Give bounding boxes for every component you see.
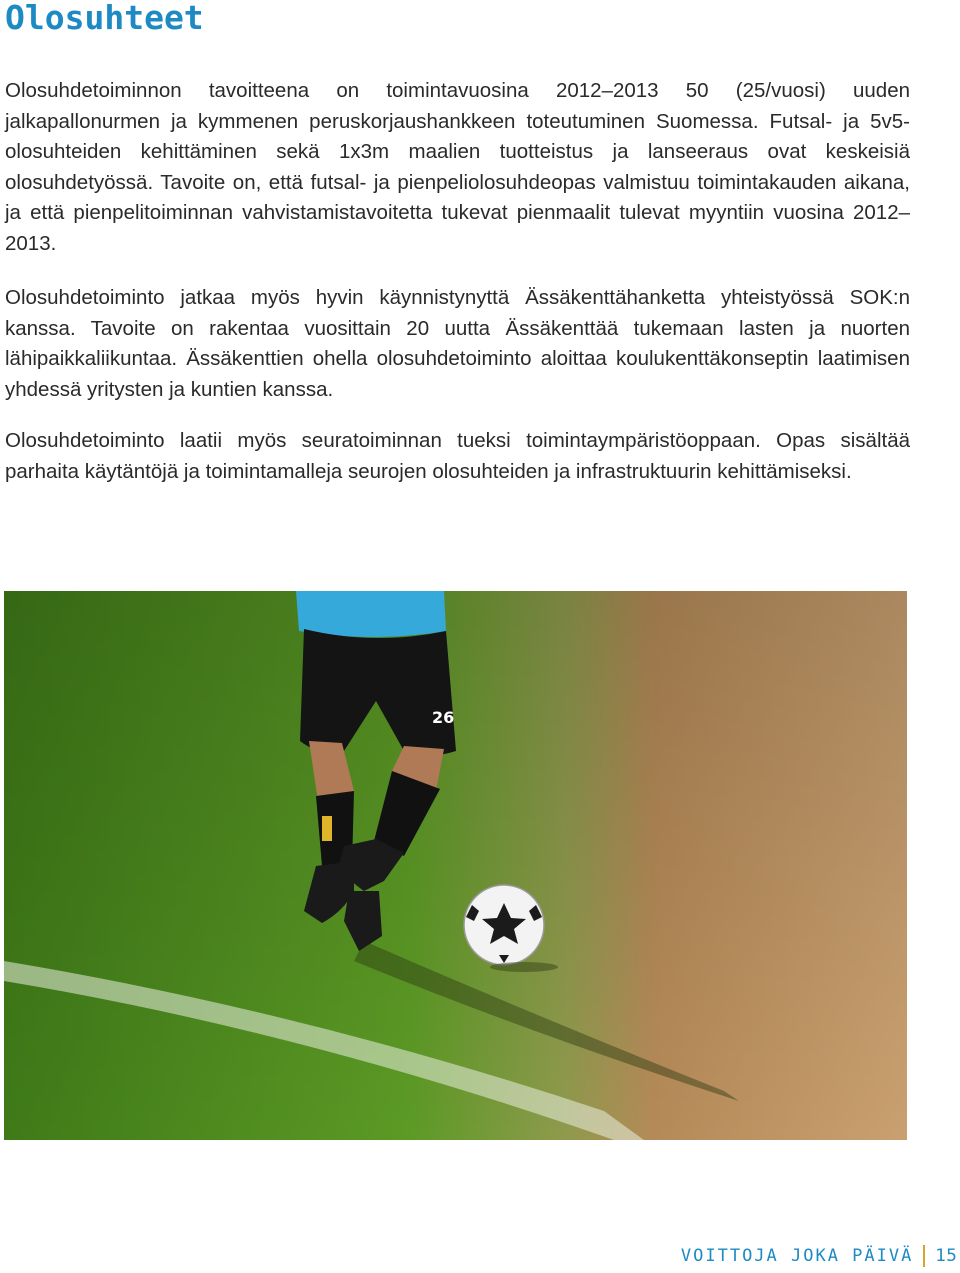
page-footer: [681, 1242, 957, 1270]
page-title: Olosuhteet: [5, 0, 204, 37]
paragraph-2: Olosuhdetoiminto jatkaa myös hyvin käynnistynyttä Ässäkenttähanketta yhteistyössä SOK:n kanssa. Tavoite on rakentaa vuosittain 20 uutta Ässäkenttää tukemaan lasten ja nuorten lähipaikkaliikuntaa. Ässäkenttien ohella olosuhdetoiminto aloittaa koulukenttäkonseptin laatimisen yhdessä yritysten ja kuntien kanssa.: [5, 286, 910, 401]
page-number: 15: [935, 1246, 957, 1266]
paragraph-3: Olosuhdetoiminto laatii myös seuratoiminnan tueksi toimintaympäristöoppaan. Opas sisältää parhaita käytäntöjä ja toimintamalleja seurojen olosuhteiden ja infrastruktuurin kehittämiseksi.: [5, 429, 910, 483]
footer-separator: [923, 1245, 925, 1267]
footer-title: VOITTOJA JOKA PÄIVÄ: [680, 1246, 914, 1266]
svg-text:26: 26: [432, 708, 455, 727]
football-player-photo: [4, 591, 907, 1140]
paragraph-1: Olosuhdetoiminnon tavoitteena on toimintavuosina 2012–2013 50 (25/vuosi) uuden jalkapallonurmen ja kymmenen peruskorjaushankkeen toteutuminen Suomessa. Futsal- ja 5v5-olosuhteiden kehittäminen sekä 1x3m maalien tuotteistus ja lanseeraus ovat keskeisiä olosuhdetyössä. Tavoite on, että futsal- ja pienpeliolosuhdeopas valmistuu toimintakauden aikana, ja että pienpelitoiminnan vahvistamistavoitetta tukevat pienmaalit tulevat myyntiin vuosina 2012–2013.: [5, 79, 910, 255]
